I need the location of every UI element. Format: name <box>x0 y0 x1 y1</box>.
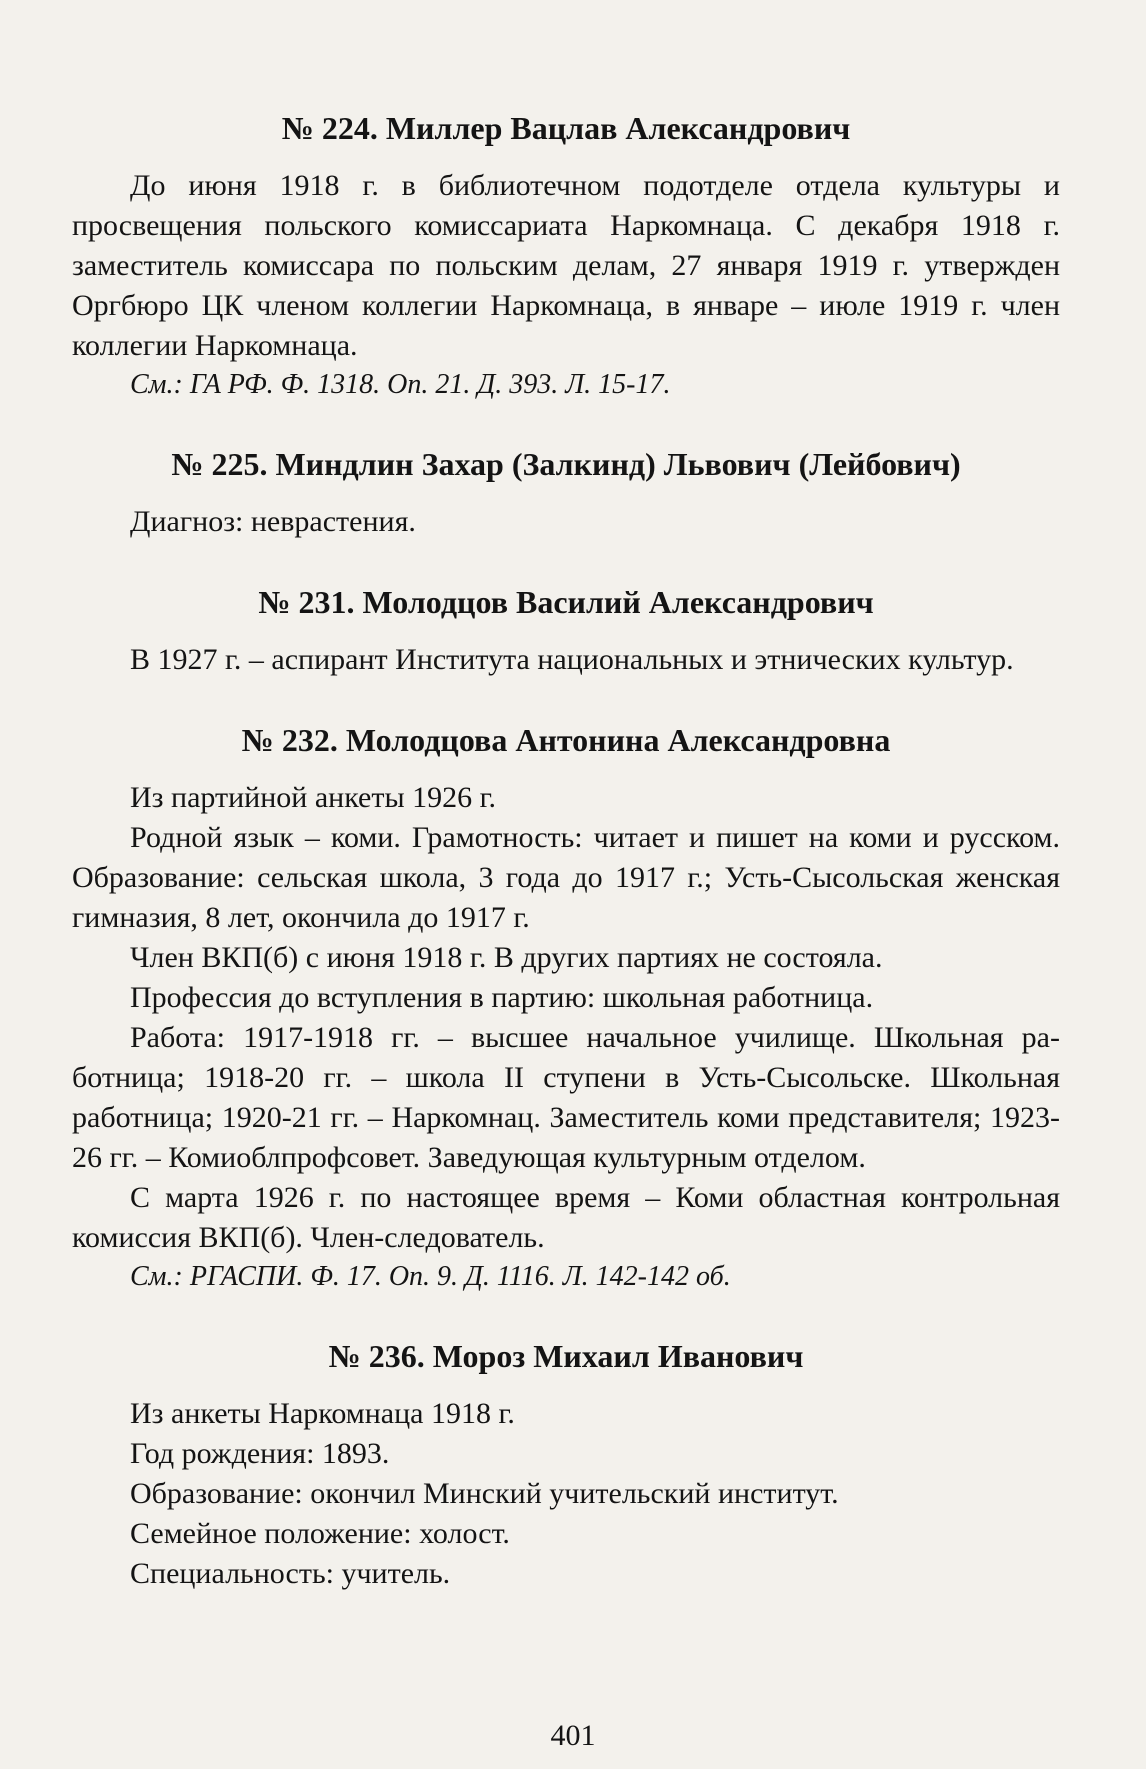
entry-224 <box>72 108 1060 404</box>
entry-heading: № 236. Мороз Михаил Иванович <box>328 1338 804 1374</box>
archive-reference: См.: РГАСПИ. Ф. 17. Оп. 9. Д. 1116. Л. 142-142 об. <box>130 1261 731 1292</box>
entry-225 <box>72 444 1060 542</box>
entry-232 <box>72 720 1060 1296</box>
entry-236 <box>72 1336 1060 1594</box>
archive-reference: См.: ГА РФ. Ф. 1318. Оп. 21. Д. 393. Л. 15-17. <box>130 369 671 400</box>
entry-paragraph: С марта 1926 г. по настоящее время – Коми областная контрольная комиссия ВКП(б). Член-следователь. <box>72 1181 1060 1254</box>
entry-paragraph: В 1927 г. – аспирант Института национальных и этнических культур. <box>130 643 1014 676</box>
entry-heading: № 224. Миллер Вацлав Александрович <box>281 110 851 146</box>
entry-paragraph: Из партийной анкеты 1926 г. <box>130 781 497 814</box>
entry-231 <box>72 582 1060 680</box>
entry-paragraph: Из анкеты Наркомнаца 1918 г. <box>130 1397 515 1430</box>
entry-paragraph: Родной язык – коми. Грамотность: читает и пишет на коми и русском. Образование: сельская школа, 3 года до 1917 г.; Усть-Сысольская женская гимназия, 8 лет, окончила до 1917 г. <box>72 821 1060 934</box>
page-number: 401 <box>550 1719 596 1752</box>
entry-paragraph: Член ВКП(б) с июня 1918 г. В других партиях не состояла. <box>130 941 883 974</box>
entry-paragraph: Образование: окончил Минский учительский институт. <box>130 1477 839 1510</box>
entry-paragraph: Специальность: учитель. <box>130 1557 451 1590</box>
entry-heading: № 231. Молодцов Василий Александрович <box>258 584 874 620</box>
entry-heading: № 225. Миндлин Захар (Залкинд) Львович (Лейбович) <box>171 446 961 482</box>
entry-paragraph: Семейное положение: холост. <box>130 1517 510 1550</box>
entry-paragraph: Диагноз: неврастения. <box>130 505 416 538</box>
document-page <box>72 108 1060 1594</box>
entry-paragraph: Работа: 1917-1918 гг. – высшее начальное училище. Школьная работница; 1918-20 гг. – школа II ступени в Усть-Сысольске. Школьная работница; 1920-21 гг. – Наркомнац. Заместитель коми представителя; 1923-26 гг. – Комиоблпрофсовет. Заведующая культурным отделом. <box>72 1021 1060 1174</box>
entry-paragraph: Год рождения: 1893. <box>130 1437 390 1470</box>
entry-paragraph: Профессия до вступления в партию: школьная работница. <box>130 981 874 1014</box>
entry-heading: № 232. Молодцова Антонина Александровна <box>241 722 891 758</box>
entry-paragraph: До июня 1918 г. в библиотечном подотделе отдела культуры и просвещения польского комиссариата Наркомнаца. С декабря 1918 г. заместитель комиссара по польским делам, 27 января 1919 г. утвержден Оргбюро ЦК членом коллегии Наркомнаца, в январе – июле 1919 г. член коллегии Наркомнаца. <box>72 169 1060 362</box>
